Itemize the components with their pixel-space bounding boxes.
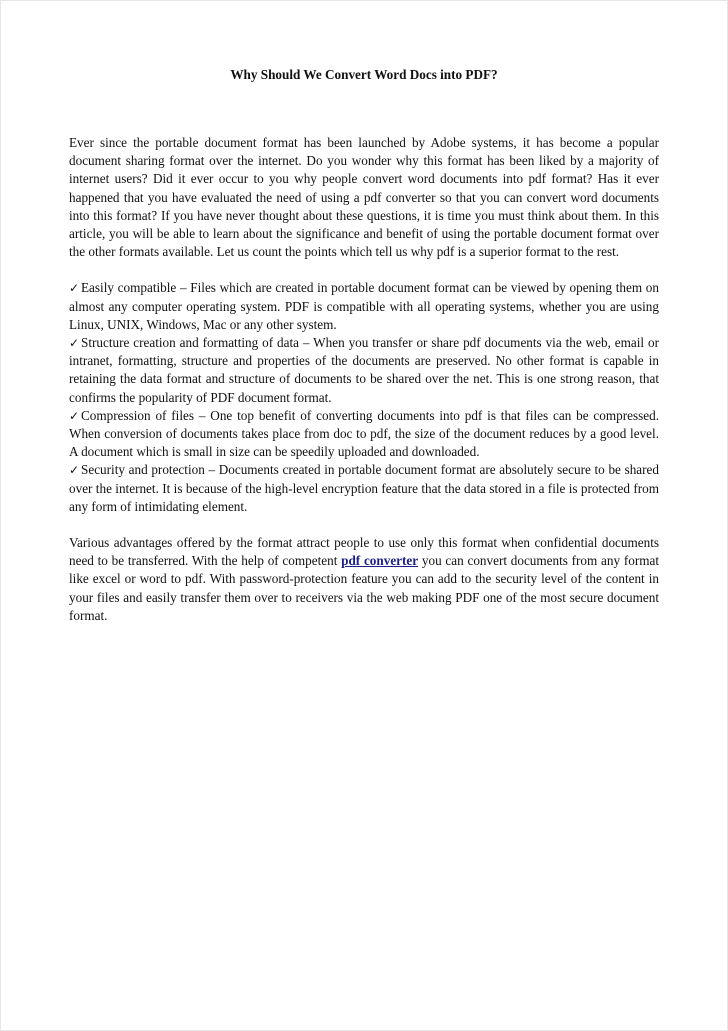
list-item [69,407,659,462]
check-mark-icon: ✓ [69,463,80,478]
list-item-text: Structure creation and formatting of data – When you transfer or share pdf documents via the web, email or intranet, formatting, structure and properties of the documents are preserved. No other format is capable in retaining the data format and structure of documents to be shared over the net. This is one strong reason, that confirms the popularity of PDF document format. [69,335,659,405]
list-item [69,279,659,334]
list-item-text: Easily compatible – Files which are created in portable document format can be viewed by opening them on almost any computer operating system. PDF is compatible with all operating systems, whether you are using Linux, UNIX, Windows, Mac or any other system. [69,280,659,332]
check-mark-icon: ✓ [69,336,80,351]
closing-text-start: Various advantages offered by the format attract people to use only this format when confidential documents need to be transferred. With the help of competent [69,535,659,569]
pdf-converter-link[interactable]: pdf converter [341,553,419,569]
check-mark-icon: ✓ [69,408,80,423]
check-mark-icon: ✓ [69,281,80,296]
closing-text-end: you can convert documents from any format like excel or word to pdf. With password-protection feature you can add to the security level of the content in your files and easily transfer them over to receivers via the web making PDF one of the most secure document format. [69,553,659,623]
benefits-list [69,279,659,516]
closing-paragraph [69,534,659,625]
document-title: Why Should We Convert Word Docs into PDF? [230,67,498,82]
document-body [69,66,659,643]
list-item [69,461,659,516]
list-item-text: Compression of files – One top benefit of converting documents into pdf is that files can be compressed. When conversion of documents takes place from doc to pdf, the size of the document reduces by a good level. A document which is small in size can be speedily uploaded and downloaded. [69,407,659,460]
intro-paragraph: Ever since the portable document format has been launched by Adobe systems, it has become a popular document sharing format over the internet. Do you wonder why this format has been liked by a majority of internet users? Did it ever occur to you why people convert word documents into pdf format? Has it ever happened that you have evaluated the need of using a pdf converter so that you can convert word documents into this format? If you have never thought about these questions, it is time you must think about them. In this article, you will be able to learn about the significance and benefit of using the portable document format over the other formats available. Let us count the points which tell us why pdf is a superior format to the rest. [69,135,659,260]
list-item-text: Security and protection – Documents created in portable document format are absolutely secure to be shared over the internet. It is because of the high-level encryption feature that the data stored in a file is protected from any form of intimidating element. [69,462,659,514]
list-item [69,334,659,407]
